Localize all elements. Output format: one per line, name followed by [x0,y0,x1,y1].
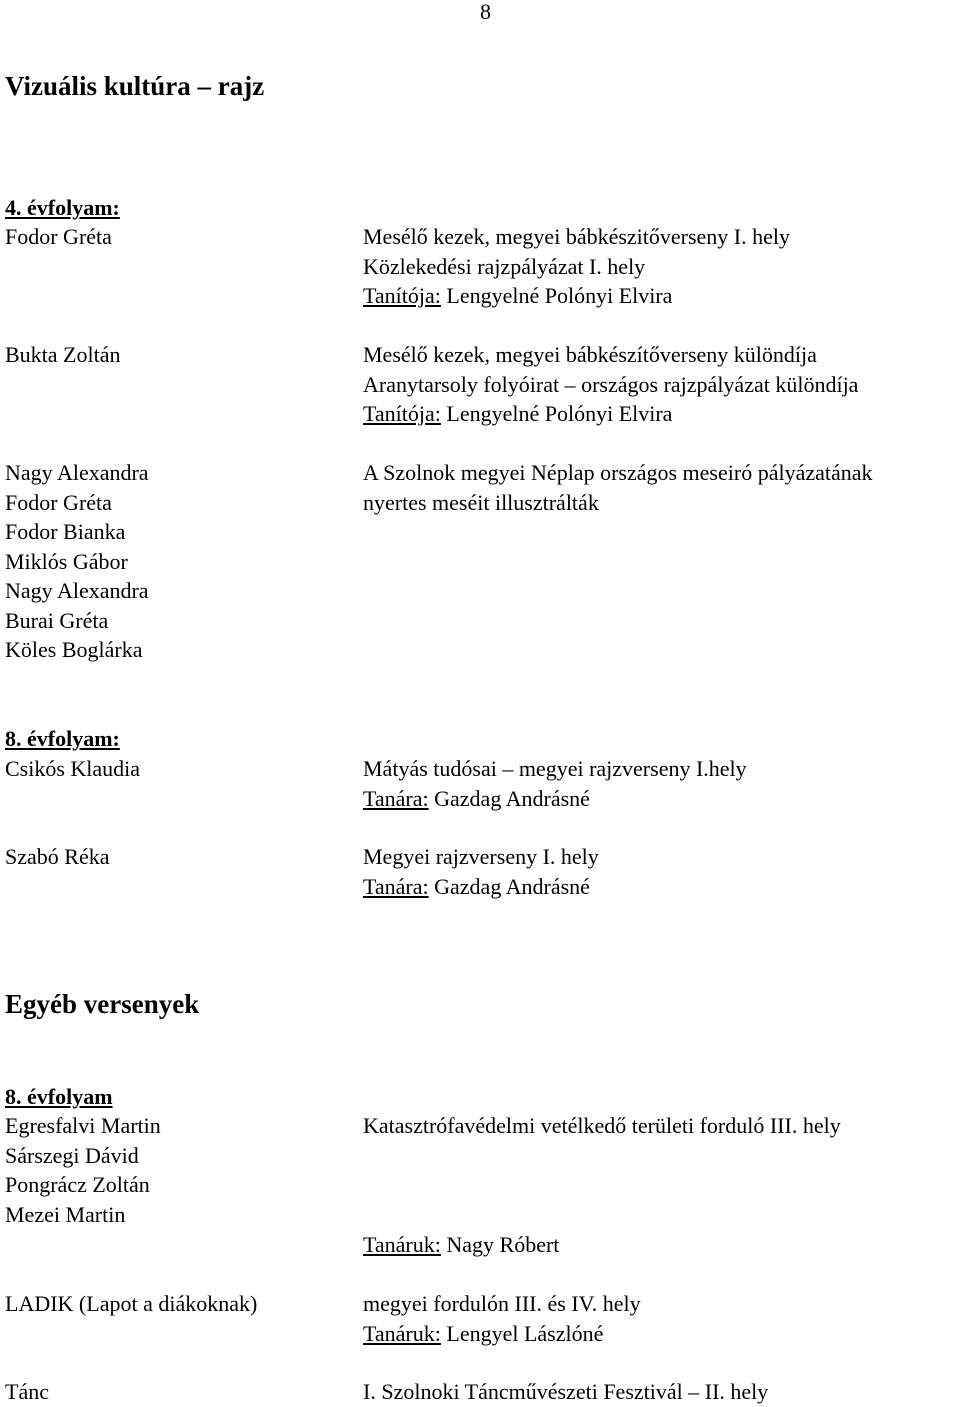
student-name: Miklós Gábor [5,548,128,574]
result-line: Katasztrófavédelmi vetélkedő területi forduló III. hely [363,1113,841,1138]
result-line: I. Szolnoki Táncművészeti Fesztivál – II. hely [363,1379,769,1404]
result-line: Mátyás tudósai – megyei rajzverseny I.hely [363,756,747,781]
spacer [5,429,149,459]
teacher-name: Nagy Róbert [440,1232,560,1257]
result-line: Mesélő kezek, megyei bábkészitőverseny I. hely [363,224,791,249]
grade-4-entry-2 [363,340,858,429]
teacher-name: Lengyelné Polónyi Elvira [440,283,673,308]
student-name: Köles Boglárka [5,637,143,662]
student-name: Nagy Alexandra [5,460,149,485]
result-line: Közlekedési rajzpályázat I. hely [363,253,646,279]
teacher-label: Tanáruk: [363,1232,441,1257]
teacher-label: Tanára: [363,785,429,811]
page-number: 8 [480,0,491,24]
teacher-name: Gazdag Andrásné [428,785,590,811]
student-name: Fodor Bianka [5,519,126,544]
spacer [5,399,149,429]
teacher-line [363,784,747,814]
result-line: Megyei rajzverseny I. hely [363,844,599,869]
grade-4-heading: 4. évfolyam: [5,195,120,220]
grade-4-entry-3 [363,458,873,517]
result-line: A Szolnok megyei Néplap országos meseiró pályázatának [363,460,873,485]
teacher-line [363,1230,559,1260]
teacher-name: Gazdag Andrásné [428,873,590,899]
teacher-line [363,399,858,429]
student-name: Mezei Martin [5,1201,126,1227]
student-name: Burai Gréta [5,607,109,633]
student-name: Fodor Gréta [5,224,112,249]
teacher-line [363,281,790,311]
result-line: Mesélő kezek, megyei bábkészítőverseny különdíja [363,342,817,367]
section-title-visual-arts: Vizuális kultúra – rajz [5,71,265,101]
grade-4-student-list [5,222,149,665]
student-name: Bukta Zoltán [5,342,121,367]
teacher-line [363,1319,641,1349]
grade-4-entry-1 [363,222,790,311]
spacer [5,370,149,400]
result-line: megyei fordulón III. és IV. hely [363,1291,641,1316]
student-name: Sárszegi Dávid [5,1142,139,1168]
student-name: Fodor Gréta [5,489,112,515]
grade-8-entry-1 [363,754,747,813]
student-name: Pongrácz Zoltán [5,1172,150,1197]
teacher-name: Lengyel Lászlóné [440,1320,604,1346]
team-student-list [5,1111,161,1229]
spacer [5,311,149,341]
spacer [5,281,149,311]
teacher-label: Tanára: [363,873,429,899]
grade-8-heading: 8. évfolyam: [5,726,120,751]
teacher-label: Tanítója: [363,401,441,426]
result-line: Aranytarsoly folyóirat – országos rajzpályázat különdíja [363,371,859,397]
team-name: LADIK (Lapot a diákoknak) [5,1291,258,1316]
ladik-entry [363,1289,641,1348]
teacher-label: Tanítója: [363,283,441,308]
team-name: Tánc [5,1379,49,1404]
grade-8-heading-other: 8. évfolyam [5,1084,113,1109]
teacher-label: Tanáruk: [363,1320,441,1346]
student-name: Szabó Réka [5,844,110,869]
spacer [5,252,149,282]
section-title-other-competitions: Egyéb versenyek [5,989,200,1019]
student-name: Csikós Klaudia [5,756,141,781]
grade-8-entry-2 [363,842,599,901]
result-line: nyertes meséit illusztrálták [363,489,599,515]
student-name: Nagy Alexandra [5,578,149,603]
teacher-line [363,872,599,902]
teacher-name: Lengyelné Polónyi Elvira [440,401,673,426]
student-name: Egresfalvi Martin [5,1113,161,1138]
